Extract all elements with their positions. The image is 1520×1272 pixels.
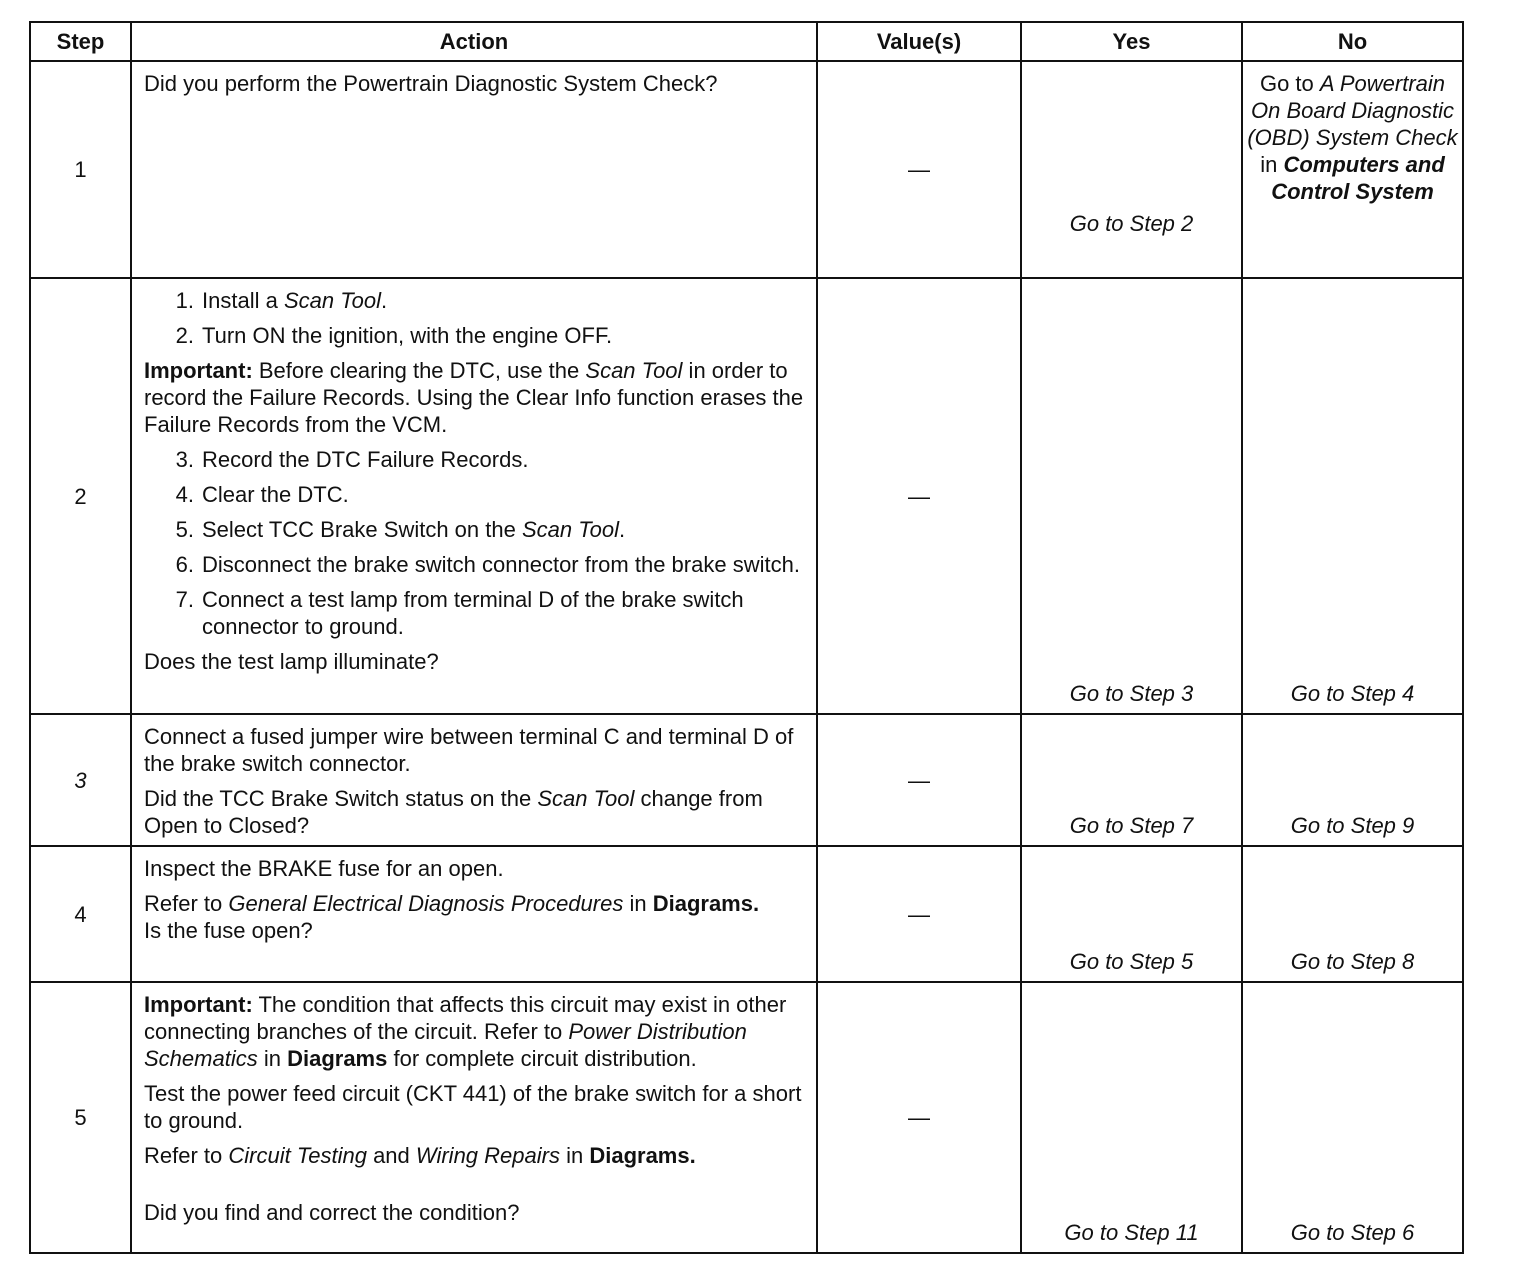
action-steps-list	[144, 446, 806, 640]
scan-tool-term: Scan Tool	[283, 288, 381, 313]
list-number: 3.	[175, 447, 194, 472]
table-row	[30, 61, 1463, 278]
header-values: Value(s)	[817, 22, 1021, 61]
no-cell	[1242, 846, 1463, 982]
list-number: 2.	[175, 323, 194, 348]
important-label: Important:	[144, 992, 253, 1017]
no-link[interactable]: A Powertrain On Board Diagnostic (OBD) System Check	[1247, 71, 1458, 150]
yes-link[interactable]: Go to Step 2	[1069, 211, 1194, 236]
list-text: Record the DTC Failure Records.	[202, 447, 529, 472]
ref-text: and	[366, 1143, 416, 1168]
action-text: Test the power feed circuit (CKT 441) of the brake switch for a short to ground.	[144, 1081, 802, 1133]
value-cell: —	[817, 714, 1021, 846]
no-link[interactable]: Go to Step 6	[1290, 1220, 1415, 1245]
header-step: Step	[30, 22, 131, 61]
list-item	[144, 287, 806, 314]
step-number: 2	[30, 278, 131, 714]
ref-text: .	[689, 1143, 696, 1168]
action-cell	[131, 61, 817, 278]
action-text: Inspect the BRAKE fuse for an open.	[144, 856, 504, 881]
action-question	[144, 785, 806, 839]
list-text: Clear the DTC.	[202, 482, 349, 507]
ref-text: Refer to	[144, 1143, 229, 1168]
scan-tool-term: Scan Tool	[521, 517, 620, 542]
note-text: for complete circuit distribution.	[387, 1046, 697, 1071]
ref-text: in	[623, 891, 653, 916]
list-item	[144, 481, 806, 508]
list-number: 7.	[175, 587, 194, 612]
list-text: .	[619, 517, 626, 542]
reference-text	[144, 890, 806, 917]
no-link[interactable]: Go to Step 4	[1290, 681, 1415, 706]
header-yes: Yes	[1021, 22, 1242, 61]
ref-text: .	[752, 891, 760, 916]
action-question: Does the test lamp illuminate?	[144, 649, 439, 674]
question-text: Did the TCC Brake Switch status on the	[144, 786, 538, 811]
ref-text: Refer to	[144, 891, 229, 916]
action-cell	[131, 278, 817, 714]
action-question: Is the fuse open?	[144, 918, 313, 943]
list-text: Connect a test lamp from terminal D of the brake switch connector to ground.	[202, 587, 744, 639]
no-link[interactable]: Go to Step 9	[1290, 813, 1415, 838]
yes-cell	[1021, 278, 1242, 714]
step-number	[30, 714, 131, 846]
list-text: .	[380, 288, 388, 313]
list-number: 4.	[175, 482, 194, 507]
yes-cell	[1021, 982, 1242, 1253]
yes-link[interactable]: Go to Step 11	[1064, 1220, 1199, 1245]
no-cell	[1242, 278, 1463, 714]
list-item	[144, 322, 806, 349]
list-item	[144, 446, 806, 473]
header-row	[30, 22, 1463, 61]
manual-ref[interactable]: Diagrams	[652, 891, 753, 916]
note-text: in	[257, 1046, 288, 1071]
procedure-link[interactable]: Circuit Testing	[228, 1143, 367, 1168]
yes-cell	[1021, 714, 1242, 846]
manual-ref[interactable]: Diagrams	[287, 1046, 388, 1071]
action-question: Did you perform the Powertrain Diagnostic System Check?	[144, 71, 718, 96]
step-number: 4	[30, 846, 131, 982]
action-text: Connect a fused jumper wire between terminal C and terminal D of the brake switch connector.	[144, 724, 794, 776]
list-number: 1.	[175, 288, 194, 313]
no-text: in	[1260, 152, 1284, 177]
reference-text	[144, 1142, 806, 1169]
value-cell: —	[817, 982, 1021, 1253]
yes-link[interactable]: Go to Step 7	[1069, 813, 1194, 838]
ref-text: in	[559, 1143, 590, 1168]
no-cell	[1242, 714, 1463, 846]
note-text: The condition that affects this circuit may exist in other connecting branches of the circuit. Refer to	[144, 992, 787, 1044]
list-number: 6.	[175, 552, 194, 577]
list-item	[144, 551, 806, 578]
step-number: 1	[30, 61, 131, 278]
no-link[interactable]: Go to Step 8	[1290, 949, 1415, 974]
scan-tool-term: Scan Tool	[585, 358, 683, 383]
action-cell	[131, 714, 817, 846]
procedure-link[interactable]: General Electrical Diagnosis Procedures	[228, 891, 624, 916]
question-text: change from Open to Closed?	[144, 786, 763, 838]
list-text: Select TCC Brake Switch on the	[202, 517, 522, 542]
note-text: in order to record the Failure Records. Using the Clear Info function erases the Failure Records from the VCM.	[144, 358, 804, 437]
list-text: Disconnect the brake switch connector from the brake switch.	[202, 552, 800, 577]
action-question: Did you find and correct the condition?	[144, 1200, 520, 1225]
table-row	[30, 846, 1463, 982]
value-cell: —	[817, 61, 1021, 278]
no-text: Go to	[1259, 71, 1320, 96]
no-cell	[1242, 61, 1463, 278]
yes-link[interactable]: Go to Step 5	[1069, 949, 1194, 974]
list-number: 5.	[175, 517, 194, 542]
important-label: Important:	[144, 358, 253, 383]
schematics-link[interactable]: Power Distribution Schematics	[144, 1019, 747, 1071]
action-cell	[131, 846, 817, 982]
header-no: No	[1242, 22, 1463, 61]
value-cell: —	[817, 846, 1021, 982]
no-cell	[1242, 982, 1463, 1253]
step-number: 5	[30, 982, 131, 1253]
yes-cell	[1021, 61, 1242, 278]
action-cell	[131, 982, 817, 1253]
list-text: Install a	[202, 288, 284, 313]
scan-tool-term: Scan Tool	[537, 786, 635, 811]
important-note	[144, 357, 806, 438]
yes-cell	[1021, 846, 1242, 982]
list-item	[144, 516, 806, 543]
table-row	[30, 714, 1463, 846]
header-action: Action	[131, 22, 817, 61]
step-number-text: 3	[74, 767, 87, 793]
note-text: Before clearing the DTC, use the	[252, 358, 586, 383]
no-manual-ref[interactable]: Computers and Control System	[1271, 152, 1445, 204]
list-item	[144, 586, 806, 640]
table-row	[30, 278, 1463, 714]
value-cell: —	[817, 278, 1021, 714]
table-row	[30, 982, 1463, 1253]
manual-ref[interactable]: Diagrams	[589, 1143, 690, 1168]
action-steps-list	[144, 287, 806, 349]
important-note	[144, 991, 806, 1072]
procedure-link[interactable]: Wiring Repairs	[415, 1143, 560, 1168]
yes-link[interactable]: Go to Step 3	[1069, 681, 1194, 706]
list-text: Turn ON the ignition, with the engine OFF.	[202, 323, 613, 348]
diagnostic-table	[29, 21, 1464, 1254]
